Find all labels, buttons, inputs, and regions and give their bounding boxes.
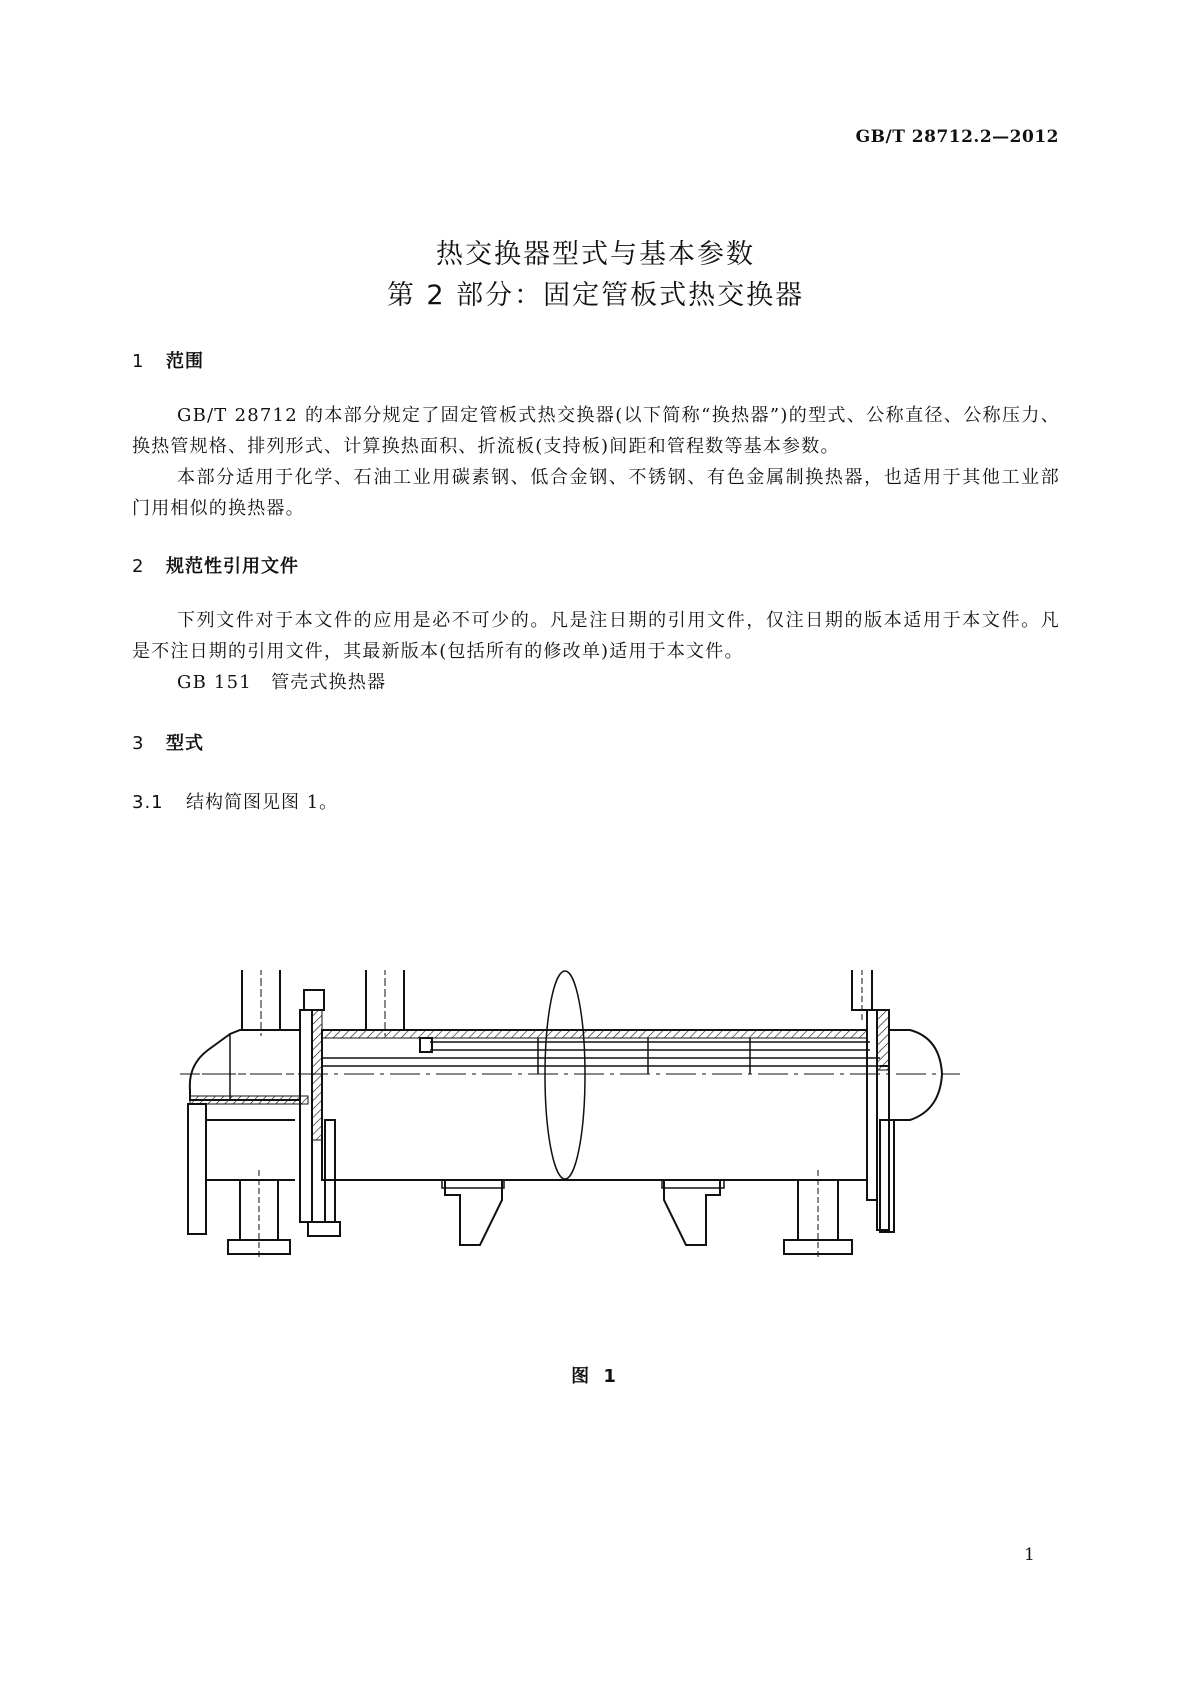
section-title: 型式 (166, 733, 204, 754)
normative-reference: GB 151 管壳式换热器 (177, 672, 387, 693)
channel-box (190, 1030, 300, 1100)
tube-sheet-left (300, 1010, 312, 1222)
figure-caption: 图 1 (571, 1366, 620, 1387)
section-number: 1 (132, 351, 145, 372)
channel-support-left (188, 1104, 206, 1234)
page-number: 1 (1024, 1545, 1035, 1565)
section-1-paragraph-2: 本部分适用于化学、石油工业用碳素钢、低合金钢、不锈钢、有色金属制换热器，也适用于其他工业部门用相似的换热器。 (132, 467, 1060, 519)
section-1-heading (132, 347, 204, 373)
left-foot (308, 1222, 340, 1236)
section-number: 3 (132, 733, 145, 754)
rear-head (889, 1030, 942, 1120)
document-subtitle: 第 2 部分：固定管板式热交换器 (386, 280, 805, 311)
rear-support (880, 1120, 894, 1232)
section-number: 2 (132, 556, 145, 577)
standard-code: GB/T 28712.2—2012 (855, 127, 1059, 147)
tube-sheet-right (867, 1010, 877, 1200)
section-2-heading (132, 552, 299, 578)
pass-partition (190, 1096, 308, 1104)
clause-text: 结构简图见图 1。 (186, 792, 339, 813)
shell (322, 1030, 867, 1180)
saddle-support-left (445, 1180, 502, 1245)
section-title: 规范性引用文件 (166, 556, 299, 577)
tube-sheet-left-top (304, 990, 324, 1010)
clause-3-1 (132, 788, 338, 814)
heat-exchanger-drawing (180, 970, 960, 1330)
section-break-ellipse (545, 971, 585, 1179)
section-title: 范围 (166, 351, 204, 372)
section-1-paragraph-1: GB/T 28712 的本部分规定了固定管板式热交换器(以下简称“换热器”)的型式、公称直径、公称压力、换热管规格、排列形式、计算换热面积、折流板(支持板)间距和管程数等基本参数。 (132, 405, 1060, 457)
document-title: 热交换器型式与基本参数 (436, 239, 755, 270)
section-3-heading (132, 729, 204, 755)
section-2-paragraph-1: 下列文件对于本文件的应用是必不可少的。凡是注日期的引用文件，仅注日期的版本适用于本文件。凡是不注日期的引用文件，其最新版本(包括所有的修改单)适用于本文件。 (132, 610, 1060, 662)
clause-number: 3.1 (132, 792, 164, 813)
saddle-support-right (664, 1180, 720, 1245)
